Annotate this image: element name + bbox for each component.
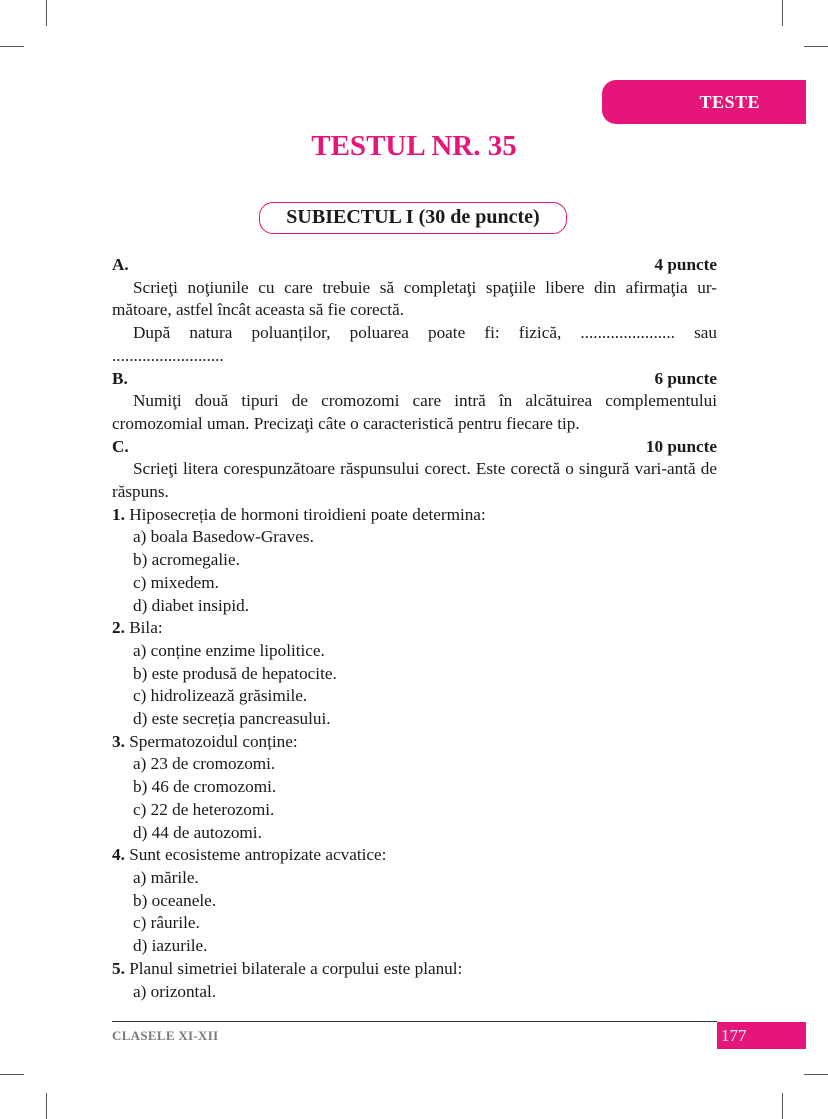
answer-option: a) orizontal. [133, 981, 217, 1001]
crop-mark [804, 1074, 828, 1075]
section-c-letter: C. [112, 436, 129, 456]
section-c-header [112, 436, 717, 459]
question [112, 504, 717, 527]
section-a-points: 4 puncte [654, 255, 717, 274]
answer-option: b) este produsă de hepatocite. [133, 663, 337, 683]
answer-option: d) iazurile. [133, 936, 208, 956]
answer-option: b) acromegalie. [133, 550, 240, 570]
subject-title: SUBIECTUL I (30 de puncte) [259, 202, 567, 234]
question [112, 844, 717, 867]
question-text: Spermatozoidul conține: [129, 731, 298, 751]
section-a-instruction: Scrieţi noţiunile cu care trebuie să completaţi spaţiile libere din afirmaţia ur-mătoare, astfel încât aceasta să fie corectă. [112, 277, 717, 320]
question [112, 731, 717, 754]
answer-option: c) hidrolizează grăsimile. [133, 686, 308, 706]
crop-mark [804, 46, 828, 47]
question [112, 958, 717, 981]
crop-mark [46, 1093, 47, 1119]
section-b-text: Numiţi două tipuri de cromozomi care intră în alcătuirea complementului cromozomial uman. Precizaţi câte o caracteristică pentru fiecare tip. [112, 391, 717, 433]
section-c-instruction: Scrieţi litera corespunzătoare răspunsului corect. Este corectă o singură vari-antă de răspuns. [112, 459, 717, 502]
question [112, 617, 717, 640]
question-number: 1. [112, 504, 125, 524]
question-text: Hiposecreția de hormoni tiroidieni poate determina: [129, 504, 486, 524]
crop-mark [782, 1093, 783, 1119]
answer-option: d) diabet insipid. [133, 595, 249, 615]
test-content [112, 254, 717, 1003]
section-a-header [112, 254, 717, 277]
section-a-statement: După natura poluanților, poluarea poate fi: fizică, ...................... sau [133, 323, 717, 343]
crop-mark [0, 1074, 24, 1075]
section-b-points: 6 puncte [654, 368, 717, 388]
page-number: 177 [717, 1022, 806, 1049]
answer-option: c) râurile. [133, 913, 200, 933]
crop-mark [782, 0, 783, 26]
answer-option: a) conține enzime lipolitice. [133, 640, 325, 660]
test-title: TESTUL NR. 35 [311, 130, 517, 162]
section-a-letter: A. [112, 255, 129, 274]
section-tab [602, 80, 806, 124]
section-c-points: 10 puncte [645, 436, 717, 456]
question-text: Sunt ecosisteme antropizate acvatice: [129, 845, 387, 865]
question-text: Bila: [129, 618, 163, 638]
footer-rule [112, 1021, 717, 1022]
answer-option: a) 23 de cromozomi. [133, 754, 276, 774]
section-b-header [112, 368, 717, 391]
question-number: 2. [112, 618, 125, 638]
crop-mark [46, 0, 47, 26]
answer-option: a) boala Basedow-Graves. [133, 527, 314, 547]
question-number: 3. [112, 731, 125, 751]
question-number: 5. [112, 958, 125, 978]
section-a-blank: .......................... [112, 345, 224, 365]
question-number: 4. [112, 845, 125, 865]
footer-label: CLASELE XI-XII [112, 1028, 219, 1043]
answer-option: b) 46 de cromozomi. [133, 777, 277, 797]
crop-mark [0, 46, 24, 47]
answer-option: d) 44 de autozomi. [133, 822, 262, 842]
question-text: Planul simetriei bilaterale a corpului este planul: [129, 958, 463, 978]
section-b-letter: B. [112, 368, 128, 388]
answer-option: c) mixedem. [133, 572, 219, 592]
answer-option: d) este secreția pancreasului. [133, 709, 331, 729]
section-tab-label: TESTE [699, 91, 760, 112]
answer-option: a) mările. [133, 867, 199, 887]
answer-option: b) oceanele. [133, 890, 217, 910]
answer-option: c) 22 de heterozomi. [133, 799, 275, 819]
